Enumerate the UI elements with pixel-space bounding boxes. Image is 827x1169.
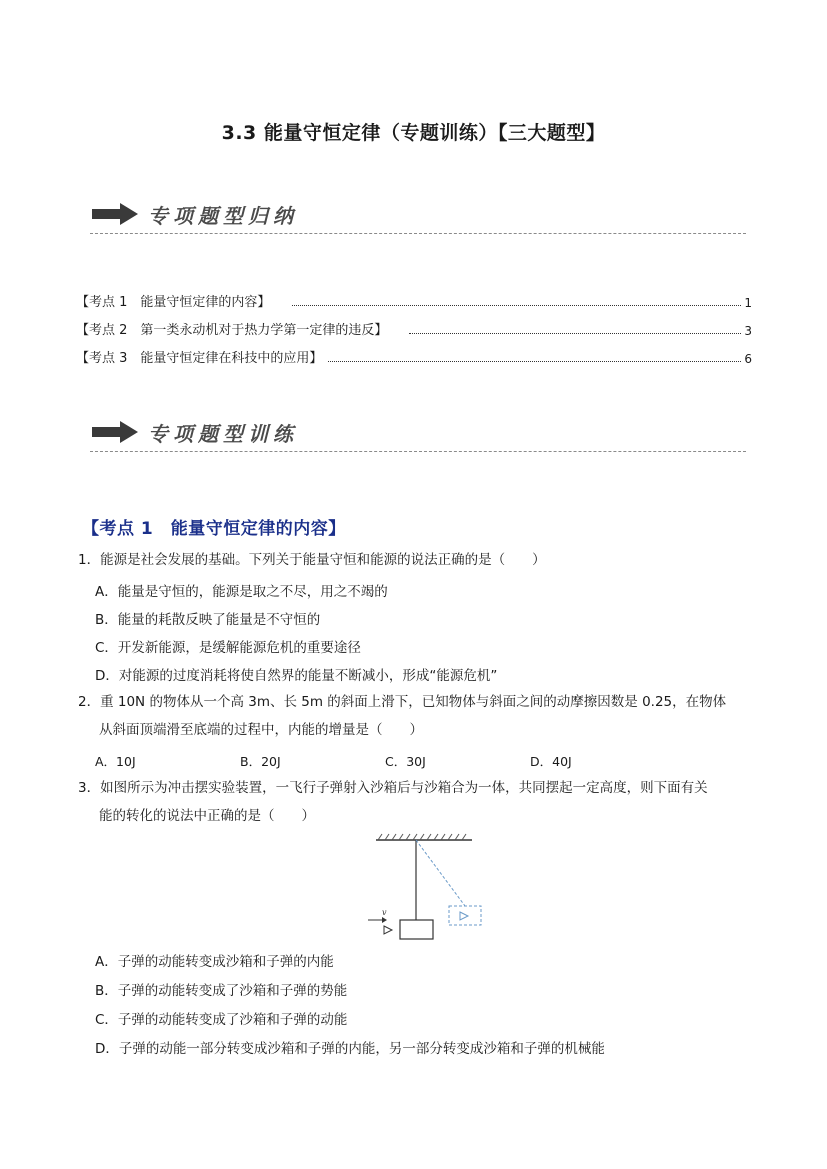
banner-training	[90, 414, 746, 452]
question-1-option-b[interactable]: B．能量的耗散反映了能量是不守恒的	[95, 612, 321, 628]
question-1-option-a[interactable]: A．能量是守恒的，能源是取之不尽，用之不竭的	[95, 584, 388, 600]
sandbox	[400, 920, 433, 939]
toc-item-3[interactable]	[76, 346, 752, 366]
arrow-icon	[90, 202, 140, 226]
banner-divider	[90, 233, 746, 234]
question-2-stem-line2: 从斜面顶端滑至底端的过程中，内能的增量是（ ）	[99, 722, 423, 738]
swung-sandbox	[449, 906, 481, 925]
question-3-option-b[interactable]: B．子弹的动能转变成了沙箱和子弹的势能	[95, 983, 348, 999]
question-3-stem-line1: 3．如图所示为冲击摆实验装置，一飞行子弹射入沙箱后与沙箱合为一体，共同摆起一定高度，则下面有关	[78, 780, 708, 796]
question-2-stem-line1: 2．重 10N 的物体从一个高 3m、长 5m 的斜面上滑下，已知物体与斜面之间的动摩擦因数是 0.25，在物体	[78, 694, 727, 710]
banner-summary	[90, 196, 746, 234]
toc-item-page: 3	[744, 324, 752, 338]
banner-divider	[90, 451, 746, 452]
toc-leader	[409, 333, 741, 334]
question-3-stem-line2: 能的转化的说法中正确的是（ ）	[99, 808, 315, 824]
question-1-option-d[interactable]: D．对能源的过度消耗将使自然界的能量不断减小，形成“能源危机”	[95, 668, 498, 684]
ballistic-pendulum-figure	[360, 832, 490, 944]
question-3-option-a[interactable]: A．子弹的动能转变成沙箱和子弹的内能	[95, 954, 334, 970]
question-1-stem: 1．能源是社会发展的基础。下列关于能量守恒和能源的说法正确的是（ ）	[78, 552, 546, 568]
toc-leader	[328, 361, 741, 362]
question-2-options	[95, 752, 695, 770]
bullet	[384, 926, 392, 934]
page-title: 3.3 能量守恒定律（专题训练）【三大题型】	[221, 122, 606, 144]
question-2-option-b[interactable]: B．20J	[240, 754, 281, 769]
banner-training-text: 专项题型训练	[148, 422, 298, 446]
arrow-icon	[90, 420, 140, 444]
question-2-option-d[interactable]: D．40J	[530, 754, 572, 769]
toc-leader	[292, 305, 741, 306]
toc-item-1[interactable]	[76, 290, 752, 310]
question-3-option-d[interactable]: D．子弹的动能一部分转变成沙箱和子弹的内能，另一部分转变成沙箱和子弹的机械能	[95, 1041, 605, 1057]
section-heading: 【考点 1 能量守恒定律的内容】	[82, 519, 346, 539]
question-2-option-a[interactable]: A．10J	[95, 754, 136, 769]
velocity-arrow-head	[382, 917, 387, 923]
toc-item-2[interactable]	[76, 318, 752, 338]
question-3-option-c[interactable]: C．子弹的动能转变成了沙箱和子弹的动能	[95, 1012, 348, 1028]
toc-item-page: 1	[744, 296, 752, 310]
question-2-option-c[interactable]: C．30J	[385, 754, 426, 769]
velocity-label: v	[382, 908, 387, 917]
toc-item-label: 【考点 3 能量守恒定律在科技中的应用】	[76, 351, 323, 366]
toc-item-page: 6	[744, 352, 752, 366]
question-1-option-c[interactable]: C．开发新能源，是缓解能源危机的重要途径	[95, 640, 361, 656]
ceiling-hatch	[378, 834, 466, 840]
banner-summary-text: 专项题型归纳	[148, 204, 298, 228]
toc-item-label: 【考点 2 第一类永动机对于热力学第一定律的违反】	[76, 323, 388, 338]
toc-item-label: 【考点 1 能量守恒定律的内容】	[76, 295, 271, 310]
swung-bullet	[460, 912, 468, 920]
swung-string	[416, 840, 465, 906]
